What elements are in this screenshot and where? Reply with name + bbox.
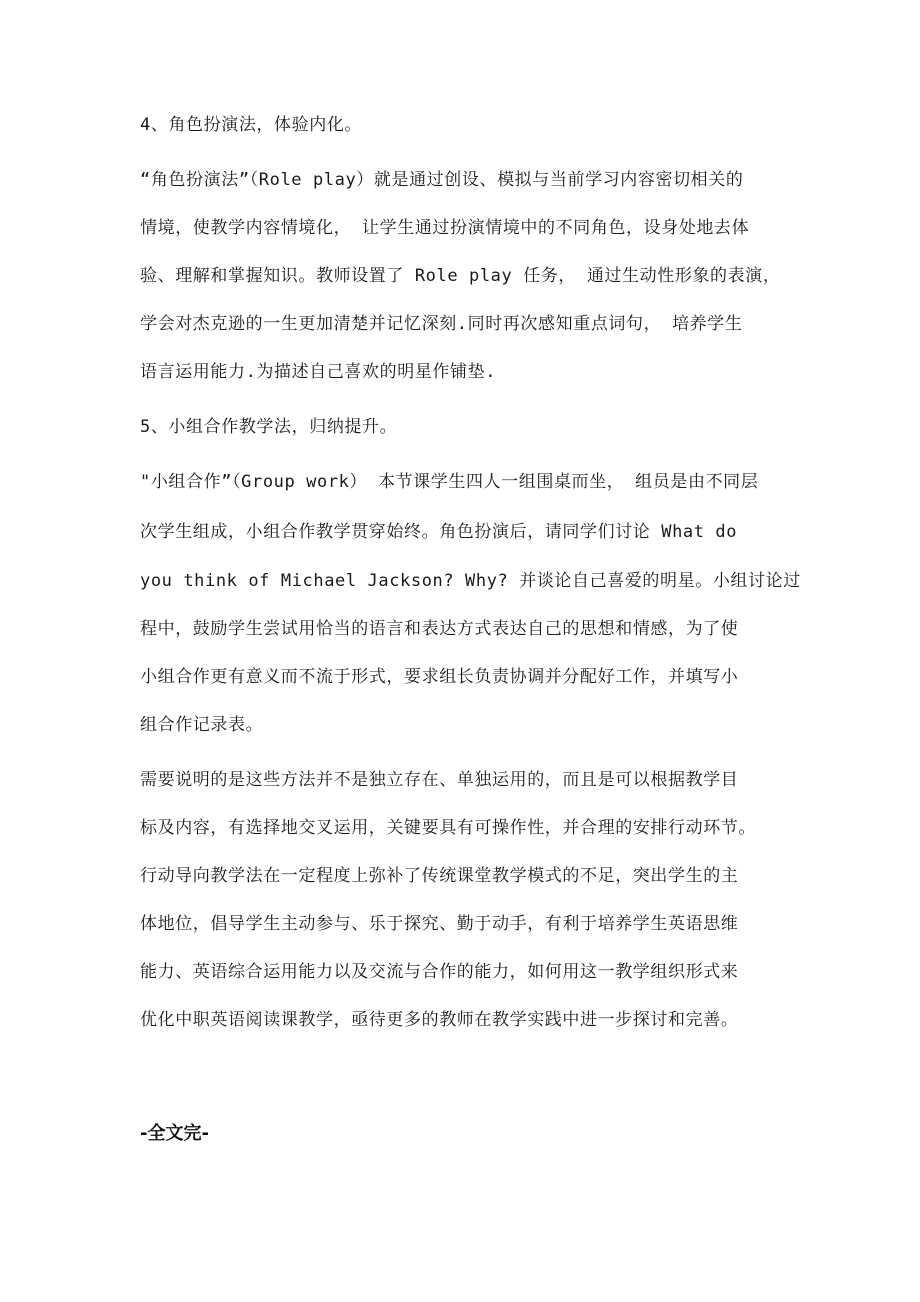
paragraph-line: 小组合作更有意义而不流于形式，要求组长负责协调并分配好工作，并填写小 xyxy=(140,667,739,687)
paragraph-line: 次学生组成，小组合作教学贯穿始终。角色扮演后，请同学们讨论 What do xyxy=(140,522,738,542)
paragraph-line: 标及内容，有选择地交叉运用，关键要具有可操作性，并合理的安排行动环节。 xyxy=(140,818,756,838)
paragraph-line: “角色扮演法”（Role play）就是通过创设、模拟与当前学习内容密切相关的 xyxy=(140,170,744,190)
paragraph-line: 行动导向教学法在一定程度上弥补了传统课堂教学模式的不足，突出学生的主 xyxy=(140,866,739,886)
paragraph-line: 验、理解和掌握知识。教师设置了 Role play 任务， 通过生动性形象的表演， xyxy=(140,266,781,286)
paragraph-line: 优化中职英语阅读课教学，亟待更多的教师在教学实践中进一步探讨和完善。 xyxy=(140,1010,739,1030)
end-of-text-mark: -全文完- xyxy=(140,1123,209,1144)
paragraph-line: 体地位，倡导学生主动参与、乐于探究、勤于动手，有利于培养学生英语思维 xyxy=(140,914,739,934)
paragraph-line: 组合作记录表。 xyxy=(140,715,264,735)
paragraph-line: 能力、英语综合运用能力以及交流与合作的能力，如何用这一教学组织形式来 xyxy=(140,962,739,982)
paragraph-line: 学会对杰克逊的一生更加清楚并记忆深刻.同时再次感知重点词句， 培养学生 xyxy=(140,314,743,334)
section-heading-role-play: 4、角色扮演法，体验内化。 xyxy=(140,115,363,135)
paragraph-line: 语言运用能力.为描述自己喜欢的明星作铺垫. xyxy=(140,362,497,382)
paragraph-line: 程中，鼓励学生尝试用恰当的语言和表达方式表达自己的思想和情感，为了使 xyxy=(140,619,739,639)
section-heading-group-work: 5、小组合作教学法，归纳提升。 xyxy=(140,417,398,437)
paragraph-line: "小组合作”（Group work） 本节课学生四人一组围桌而坐， 组员是由不同层 xyxy=(140,472,759,492)
paragraph-line: 需要说明的是这些方法并不是独立存在、单独运用的，而且是可以根据教学目 xyxy=(140,770,739,790)
paragraph-line: you think of Michael Jackson? Why? 并谈论自己喜爱的明星。小组讨论过 xyxy=(140,571,801,591)
paragraph-line: 情境，使教学内容情境化， 让学生通过扮演情境中的不同角色，设身处地去体 xyxy=(140,218,750,238)
